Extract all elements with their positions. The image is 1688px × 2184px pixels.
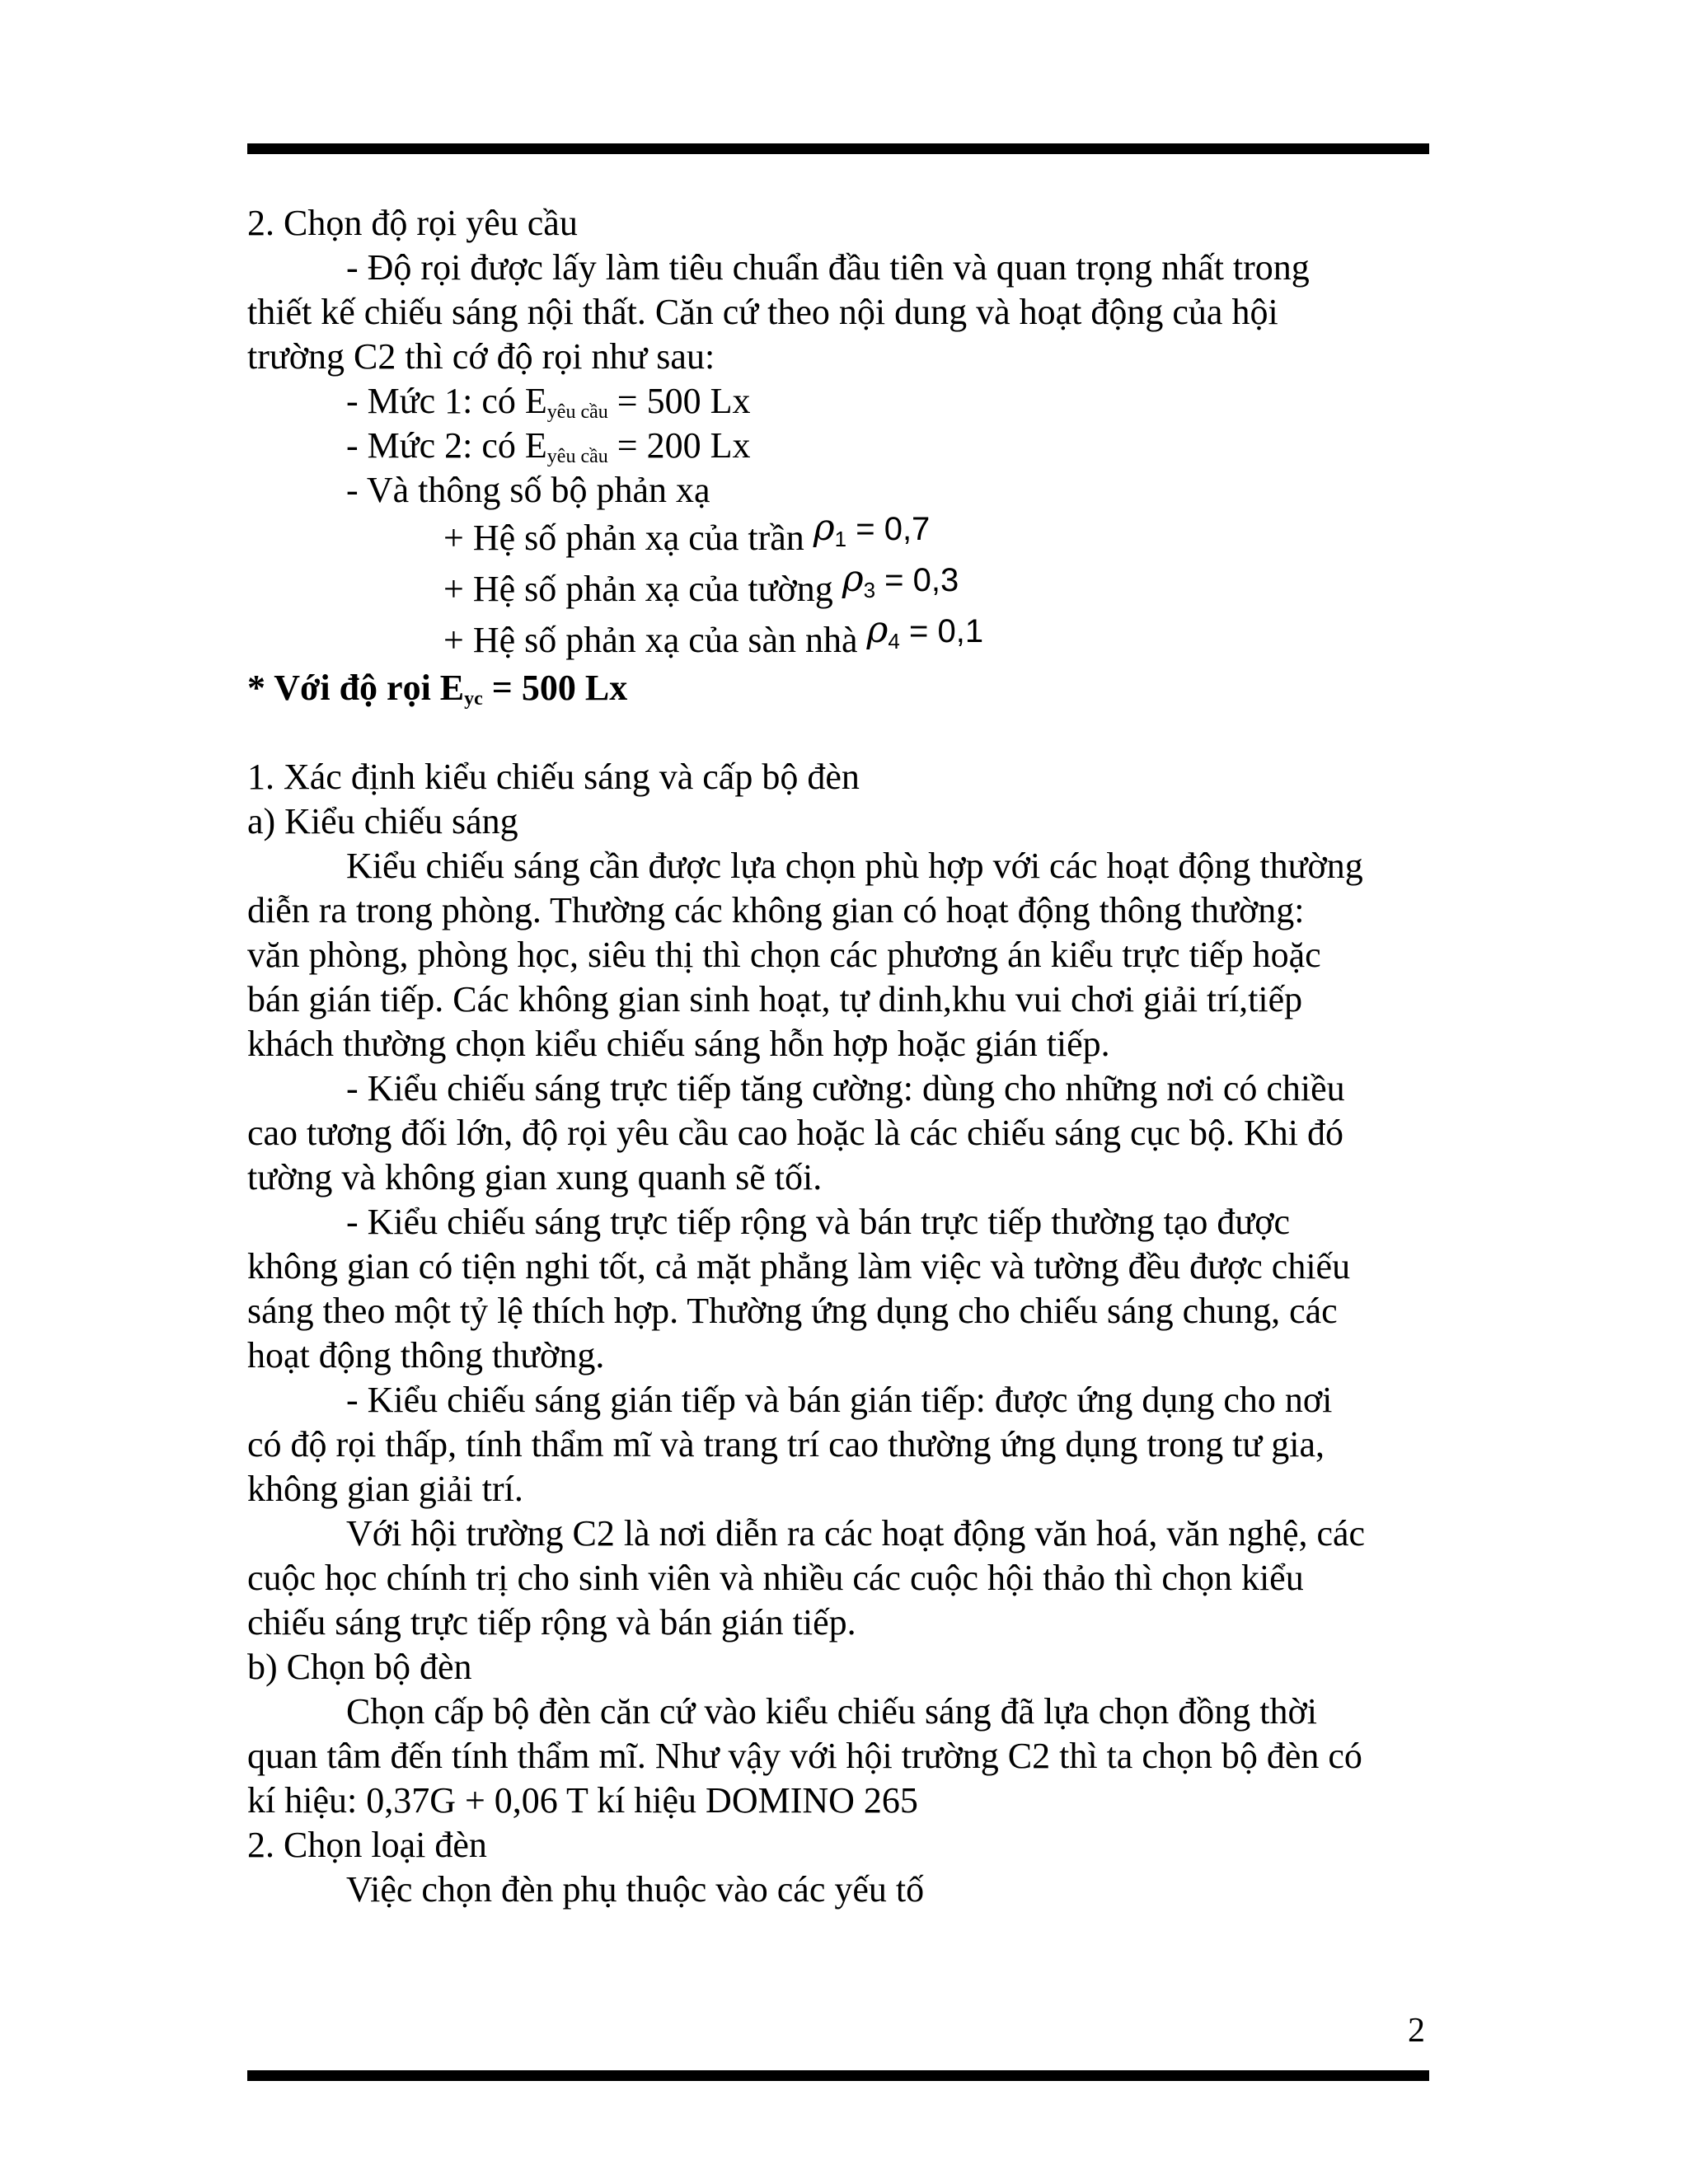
paragraph-line: tường và không gian xung quanh sẽ tối. xyxy=(247,1157,823,1197)
ceiling-reflectance-line: + Hệ số phản xạ của trần $\rho_1 = 0,7$ xyxy=(443,507,931,558)
paragraph-line: - Kiểu chiếu sáng gián tiếp và bán gián tiếp: được ứng dụng cho nơi xyxy=(346,1380,1333,1420)
level-2-line: - Mức 2: có $E_{yêu cầu} = 200$ Lx xyxy=(346,425,751,467)
bold-heading: * Với độ rọi $E_{yc} = 500$ Lx xyxy=(247,668,628,710)
subsection-heading: b) Chọn bộ đèn xyxy=(247,1647,472,1687)
wall-reflectance-line: + Hệ số phản xạ của tường $\rho_3 = 0,3$ xyxy=(443,558,959,609)
paragraph-line: cuộc học chính trị cho sinh viên và nhiều các cuộc hội thảo thì chọn kiểu xyxy=(247,1558,1304,1598)
paragraph-line: - Và thông số bộ phản xạ xyxy=(346,470,710,510)
rho-formula: $\rho_1 = 0,7$ xyxy=(813,507,931,551)
paragraph-line: Việc chọn đèn phụ thuộc vào các yếu tố xyxy=(346,1869,925,1910)
paragraph-line: Kiểu chiếu sáng cần được lựa chọn phù hợp với các hoạt động thường xyxy=(346,846,1363,886)
page-number: 2 xyxy=(1408,2012,1425,2050)
paragraph-line: thiết kế chiếu sáng nội thất. Căn cứ theo nội dung và hoạt động của hội xyxy=(247,292,1278,332)
paragraph-line: hoạt động thông thường. xyxy=(247,1335,605,1376)
paragraph-line: văn phòng, phòng học, siêu thị thì chọn các phương án kiểu trực tiếp hoặc xyxy=(247,935,1321,975)
paragraph-line: sáng theo một tỷ lệ thích hợp. Thường ứng dụng cho chiếu sáng chung, các xyxy=(247,1291,1338,1331)
paragraph-line: - Độ rọi được lấy làm tiêu chuẩn đầu tiên và quan trọng nhất trong xyxy=(346,247,1310,288)
paragraph-line: - Kiểu chiếu sáng trực tiếp rộng và bán trực tiếp thường tạo được xyxy=(346,1202,1291,1242)
paragraph-line: có độ rọi thấp, tính thẩm mĩ và trang trí cao thường ứng dụng trong tư gia, xyxy=(247,1424,1325,1465)
rho-formula: $\rho_4 = 0,1$ xyxy=(866,609,984,654)
level-1-line: - Mức 1: có $E_{yêu cầu} = 500$ Lx xyxy=(346,381,751,423)
subsection-heading: a) Kiểu chiếu sáng xyxy=(247,801,518,841)
paragraph-line: quan tâm đến tính thẩm mĩ. Như vậy với hội trường C2 thì ta chọn bộ đèn có xyxy=(247,1736,1362,1776)
floor-reflectance-line: + Hệ số phản xạ của sàn nhà $\rho_4 = 0,1$ xyxy=(443,609,984,660)
paragraph-line: chiếu sáng trực tiếp rộng và bán gián tiếp. xyxy=(247,1602,856,1643)
paragraph-line: Với hội trường C2 là nơi diễn ra các hoạt động văn hoá, văn nghệ, các xyxy=(346,1513,1366,1554)
paragraph-line: kí hiệu: 0,37G + 0,06 T kí hiệu DOMINO 265 xyxy=(247,1780,918,1821)
paragraph-line: không gian có tiện nghi tốt, cả mặt phẳng làm việc và tường đều được chiếu xyxy=(247,1246,1351,1286)
paragraph-line: Chọn cấp bộ đèn căn cứ vào kiểu chiếu sáng đã lựa chọn đồng thời xyxy=(346,1691,1317,1732)
paragraph-line: khách thường chọn kiểu chiếu sáng hỗn hợp hoặc gián tiếp. xyxy=(247,1024,1110,1064)
header-rule xyxy=(247,143,1429,154)
paragraph-line: bán gián tiếp. Các không gian sinh hoạt, tự dinh,khu vui chơi giải trí,tiếp xyxy=(247,979,1303,1019)
section-heading: 1. Xác định kiểu chiếu sáng và cấp bộ đèn xyxy=(247,757,860,797)
section-heading: 2. Chọn loại đèn xyxy=(247,1825,487,1865)
paragraph-line: không gian giải trí. xyxy=(247,1469,523,1509)
section-heading: 2. Chọn độ rọi yêu cầu xyxy=(247,203,578,243)
footer-rule xyxy=(247,2070,1429,2081)
paragraph-line: - Kiểu chiếu sáng trực tiếp tăng cường: dùng cho những nơi có chiều xyxy=(346,1068,1345,1108)
document-body xyxy=(247,201,1434,1912)
paragraph-line: trường C2 thì cớ độ rọi như sau: xyxy=(247,336,715,377)
paragraph-line: cao tương đối lớn, độ rọi yêu cầu cao hoặc là các chiếu sáng cục bộ. Khi đó xyxy=(247,1113,1344,1153)
paragraph-line: diễn ra trong phòng. Thường các không gian có hoạt động thông thường: xyxy=(247,890,1305,930)
blank-line xyxy=(247,710,1434,755)
rho-formula: $\rho_3 = 0,3$ xyxy=(842,558,959,602)
